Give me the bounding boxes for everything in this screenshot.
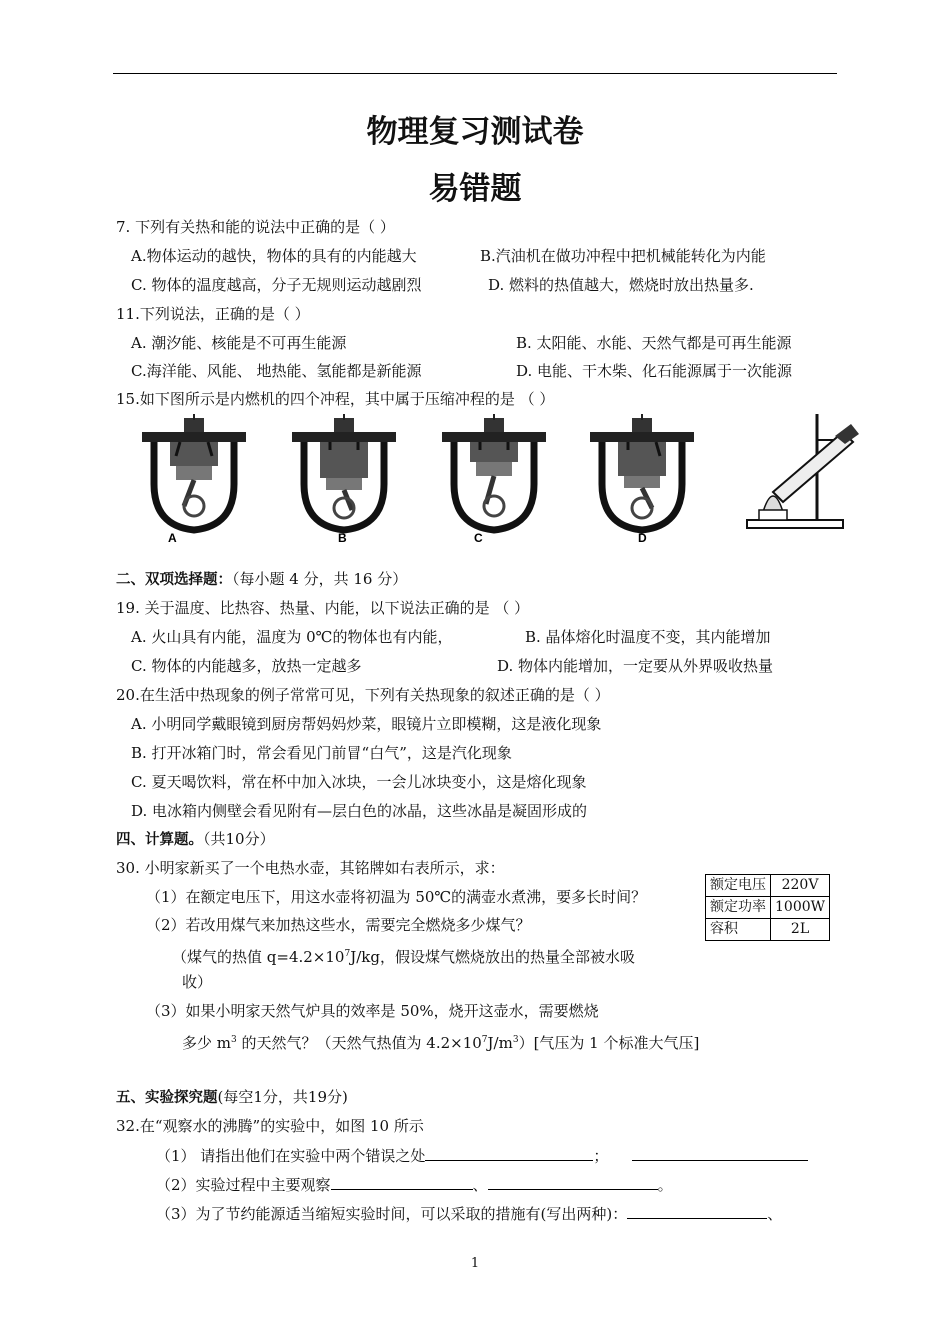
spec-value: 2L: [771, 919, 830, 941]
section-4-title: 四、计算题。: [116, 832, 203, 848]
q30-note-exponent: 7: [344, 949, 351, 959]
q20-stem: 20.在生活中热现象的例子常常可见，下列有关热现象的叙述正确的是（ ）: [116, 686, 610, 704]
q30-part-1: （1）在额定电压下，用这水壶将初温为 50℃的满壶水煮沸，要多长时间？: [146, 888, 647, 906]
q20-option-b: B. 打开冰箱门时，常会看见门前冒“白气”，这是汽化现象: [131, 744, 512, 762]
table-row: [706, 897, 830, 919]
q32-p2-separator: 、: [472, 1176, 488, 1194]
q7-option-c: C. 物体的温度越高，分子无规则运动越剧烈: [131, 276, 422, 294]
engine-stroke-b-diagram: [290, 414, 398, 544]
spec-label: 额定电压: [706, 875, 771, 897]
table-row: [706, 919, 830, 941]
test-tube-apparatus-diagram: [745, 410, 863, 534]
engine-label-c: C: [474, 531, 483, 544]
engine-stroke-a-diagram: [140, 414, 248, 544]
answer-blank[interactable]: [627, 1203, 767, 1219]
engine-label-d: D: [638, 531, 647, 544]
q19-option-a: A. 火山具有内能，温度为 0℃的物体也有内能，: [131, 628, 453, 646]
spec-label: 额定功率: [706, 897, 771, 919]
q32-p2-text: （2）实验过程中主要观察: [156, 1176, 331, 1194]
q32-p2-end: 。: [657, 1176, 673, 1194]
section-4-heading: [116, 829, 275, 850]
q19-option-d: D. 物体内能增加，一定要从外界吸收热量: [497, 657, 774, 675]
q30-stem: 30. 小明家新买了一个电热水壶，其铭牌如右表所示，求：: [116, 859, 505, 877]
spec-value: 220V: [771, 875, 830, 897]
section-2-title: 二、双项选择题：: [116, 572, 232, 588]
q32-part-3: [156, 1203, 782, 1224]
engine-label-a: A: [168, 531, 177, 544]
kettle-spec-table: [705, 874, 830, 941]
q30-p3-exp-3: 3: [512, 1035, 519, 1045]
q11-option-d: D. 电能、干木柴、化石能源属于一次能源: [516, 362, 793, 380]
q19-stem: 19. 关于温度、比热容、热量、内能，以下说法正确的是 （ ）: [116, 599, 530, 617]
answer-blank[interactable]: [425, 1145, 593, 1161]
q30-part-2-note: [172, 944, 635, 967]
spec-label: 容积: [706, 919, 771, 941]
page-title: 物理复习测试卷: [366, 114, 584, 150]
q32-p3-text: （3）为了节约能源适当缩短实验时间，可以采取的措施有(写出两种)：: [156, 1205, 628, 1223]
section-5-title: 五、实验探究题: [116, 1090, 218, 1106]
q32-p1-text: （1） 请指出他们在实验中两个错误之处: [156, 1147, 426, 1165]
q7-option-a: A.物体运动的越快，物体的具有的内能越大: [131, 247, 417, 265]
engine-stroke-c-diagram: [440, 414, 548, 544]
q20-option-c: C. 夏天喝饮料，常在杯中加入冰块，一会儿冰块变小，这是熔化现象: [131, 773, 587, 791]
answer-blank[interactable]: [488, 1174, 658, 1190]
q30-p3-text-d: ）[气压为 1 个标准大气压]: [518, 1034, 700, 1052]
q30-part-3-continued: [182, 1030, 699, 1053]
q32-part-1: [156, 1145, 808, 1166]
q20-option-d: D. 电冰箱内侧壁会看见附有—层白色的冰晶，这些冰晶是凝固形成的: [131, 802, 588, 820]
q11-option-c: C.海洋能、风能、 地热能、氢能都是新能源: [131, 362, 422, 380]
q32-stem: 32.在“观察水的沸腾”的实验中，如图 10 所示: [116, 1117, 424, 1135]
engine-label-b: B: [338, 531, 347, 544]
section-5-heading: [116, 1087, 348, 1108]
q32-p1-separator: ；: [593, 1147, 609, 1165]
q19-option-b: B. 晶体熔化时温度不变，其内能增加: [525, 628, 771, 646]
q30-part-2-note-end: 收）: [182, 973, 213, 991]
section-2-heading: [116, 569, 407, 590]
page-subtitle: 易错题: [428, 171, 522, 207]
q7-option-d: D. 燃料的热值越大，燃烧时放出热量多.: [488, 276, 754, 294]
q30-p3-exp-1: 3: [231, 1035, 237, 1045]
table-row: [706, 875, 830, 897]
q30-p3-text-a: 多少 m: [182, 1034, 231, 1052]
answer-blank[interactable]: [632, 1145, 808, 1161]
section-4-note: （共10分）: [203, 830, 275, 848]
q30-part-3: （3）如果小明家天然气炉具的效率是 50%，烧开这壶水，需要燃烧: [146, 1002, 599, 1020]
q7-option-b: B.汽油机在做功冲程中把机械能转化为内能: [480, 247, 766, 265]
spec-value: 1000W: [771, 897, 830, 919]
q7-stem: 7. 下列有关热和能的说法中正确的是（ ）: [116, 218, 395, 236]
answer-blank[interactable]: [331, 1174, 473, 1190]
section-2-note: （每小题 4 分，共 16 分）: [232, 570, 408, 588]
q15-stem: 15.如下图所示是内燃机的四个冲程，其中属于压缩冲程的是 （ ）: [116, 390, 555, 408]
page-number: 1: [470, 1256, 480, 1271]
engine-stroke-d-diagram: [588, 414, 696, 544]
q11-stem: 11.下列说法，正确的是（ ）: [116, 305, 310, 323]
q30-note-text-a: （煤气的热值 q=4.2×10: [172, 948, 345, 966]
header-rule: [113, 73, 837, 74]
q30-p3-text-b: 的天然气？（天然气热值为 4.2×10: [236, 1034, 482, 1052]
q30-p3-text-c: J/m: [487, 1034, 513, 1052]
q19-option-c: C. 物体的内能越多，放热一定越多: [131, 657, 362, 675]
q32-p3-end: 、: [767, 1205, 783, 1223]
q11-option-b: B. 太阳能、水能、天然气都是可再生能源: [516, 334, 792, 352]
q30-note-text-b: J/kg，假设煤气燃烧放出的热量全部被水吸: [350, 948, 635, 966]
q11-option-a: A. 潮汐能、核能是不可再生能源: [131, 334, 347, 352]
q30-p3-exp-2: 7: [481, 1035, 488, 1045]
section-5-note: (每空1分，共19分): [217, 1088, 348, 1106]
q30-part-2: （2）若改用煤气来加热这些水，需要完全燃烧多少煤气？: [146, 916, 531, 934]
q32-part-2: [156, 1174, 673, 1195]
q20-option-a: A. 小明同学戴眼镜到厨房帮妈妈炒菜，眼镜片立即模糊，这是液化现象: [131, 715, 602, 733]
